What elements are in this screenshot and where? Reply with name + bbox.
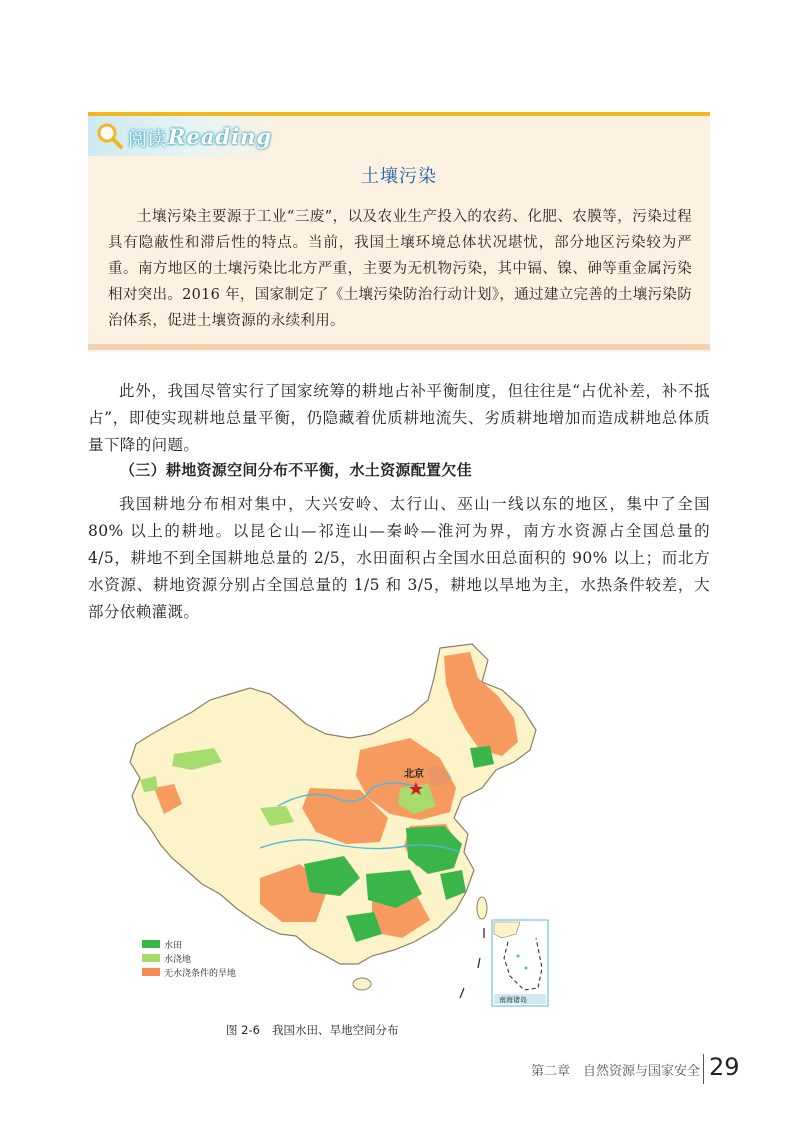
footer-divider	[703, 1054, 704, 1084]
inset-label: 南海诸岛	[499, 996, 527, 1004]
figure-caption-text: 我国水田、旱地空间分布	[271, 1023, 399, 1037]
legend-swatch-paddy	[142, 940, 160, 948]
figure-caption	[226, 1022, 398, 1038]
legend-label-paddy: 水田	[164, 941, 183, 951]
chapter-footer: 第二章 自然资源与国家安全	[530, 1064, 700, 1079]
legend-label-dryland: 无水浇条件的旱地	[164, 969, 237, 979]
taiwan-island	[477, 897, 487, 919]
page-number: 29	[709, 1053, 740, 1081]
maritime-boundary-lines	[460, 928, 484, 998]
legend-label-irrigated: 水浇地	[164, 955, 192, 965]
reading-title: 土壤污染	[361, 166, 437, 187]
paragraph-farmland-balance: 此外，我国尽管实行了国家统筹的耕地占补平衡制度，但往往是“占优补差，补不抵占”，即使实现耕地总量平衡，仍隐藏着优质耕地流失、劣质耕地增加而造成耕地总体质量下降的问题。	[88, 382, 710, 454]
magnifier-icon	[96, 122, 124, 150]
section-heading: （三）耕地资源空间分布不平衡，水土资源配置欠佳	[120, 461, 472, 479]
south-china-sea-inset	[492, 920, 548, 1006]
map-legend	[142, 939, 236, 979]
reading-box-bottom-rule	[88, 344, 710, 350]
reading-label-cn: 阅读	[128, 128, 167, 150]
hainan-island	[353, 978, 371, 990]
reading-label-en: Reading	[168, 124, 273, 149]
reading-body: 土壤污染主要源于工业“三废”，以及农业生产投入的农药、化肥、农膜等，污染过程具有隐蔽性和滞后性的特点。当前，我国土壤环境总体状况堪忧，部分地区污染较为严重。南方地区的土壤污染比北方严重，主要为无机物污染，其中镉、镍、砷等重金属污染相对突出。2016 年，国家制定了《土壤污染防治行动计划》，通过建立完善的土壤污染防治体系，促进土壤资源的永续利用。	[108, 209, 692, 329]
paragraph-farmland-distribution: 我国耕地分布相对集中，大兴安岭、太行山、巫山一线以东的地区，集中了全国 80% 以上的耕地。以昆仑山—祁连山—秦岭—淮河为界，南方水资源占全国总量的 4/5，耕地不到全国耕地总量的 2/5，水田面积占全国水田总面积的 90% 以上；而北方水资源、耕地资源分别占全国总量的 1/5 和 3/5，耕地以旱地为主，水热条件较差，大部分依赖灌溉。	[88, 495, 710, 621]
capital-label: 北京	[404, 769, 424, 780]
china-farmland-map	[110, 638, 562, 1010]
figure-number: 图 2-6	[226, 1023, 260, 1037]
legend-swatch-dryland	[142, 968, 160, 976]
legend-swatch-irrigated	[142, 954, 160, 962]
